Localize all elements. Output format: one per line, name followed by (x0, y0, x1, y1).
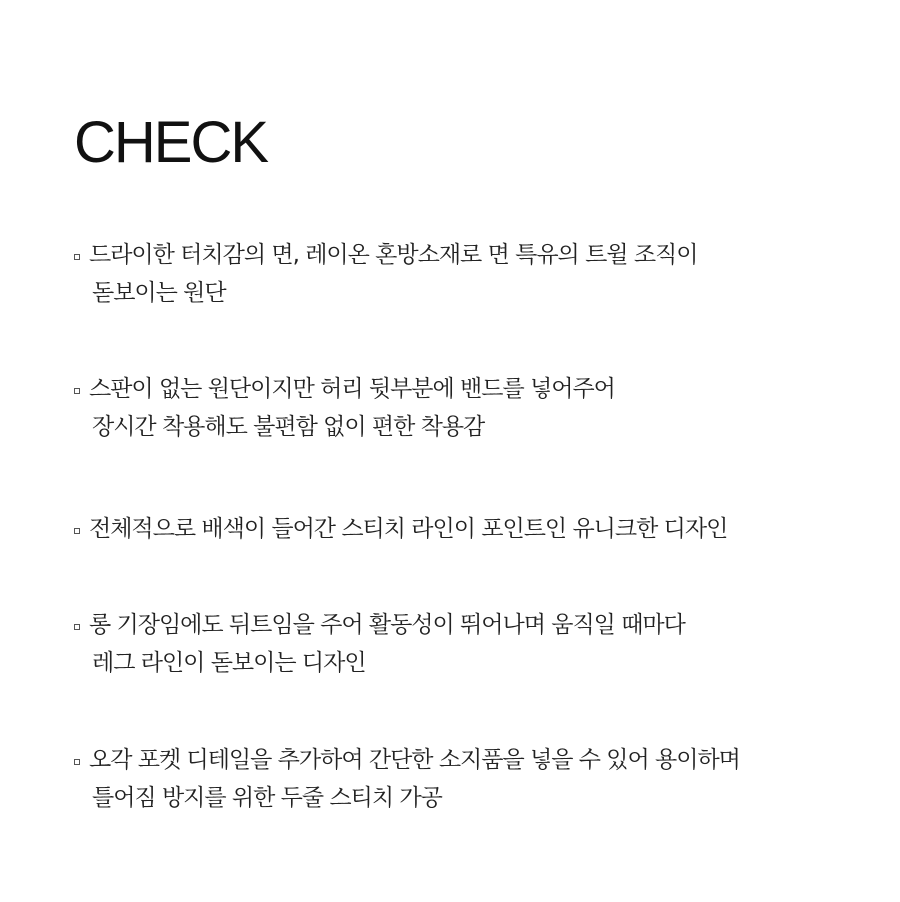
square-bullet-icon (74, 254, 80, 260)
square-bullet-icon (74, 624, 80, 630)
square-bullet-icon (74, 759, 80, 765)
list-item-text: 돋보이는 원단 (92, 280, 226, 306)
list-item-text: 오각 포켓 디테일을 추가하여 간단한 소지품을 넣을 수 있어 용이하며 (89, 747, 740, 773)
list-item-text: 틀어짐 방지를 위한 두줄 스티치 가공 (92, 785, 442, 811)
list-item-text: 레그 라인이 돋보이는 디자인 (92, 650, 366, 676)
list-item (72, 514, 872, 545)
list-item-text: 롱 기장임에도 뒤트임을 주어 활동성이 뛰어나며 움직일 때마다 (89, 612, 685, 638)
list-item (72, 610, 872, 679)
list-item-text: 스판이 없는 원단이지만 허리 뒷부분에 밴드를 넣어주어 (89, 376, 615, 402)
square-bullet-icon (74, 388, 80, 394)
list-item (72, 374, 872, 443)
list-item-text: 장시간 착용해도 불편함 없이 편한 착용감 (92, 414, 485, 440)
page-title: CHECK (74, 110, 268, 175)
list-item (72, 240, 872, 309)
list-item-text: 드라이한 터치감의 면, 레이온 혼방소재로 면 특유의 트윌 조직이 (89, 242, 698, 268)
list-item (72, 745, 872, 814)
list-item-text: 전체적으로 배색이 들어간 스티치 라인이 포인트인 유니크한 디자인 (89, 516, 728, 542)
square-bullet-icon (74, 528, 80, 534)
